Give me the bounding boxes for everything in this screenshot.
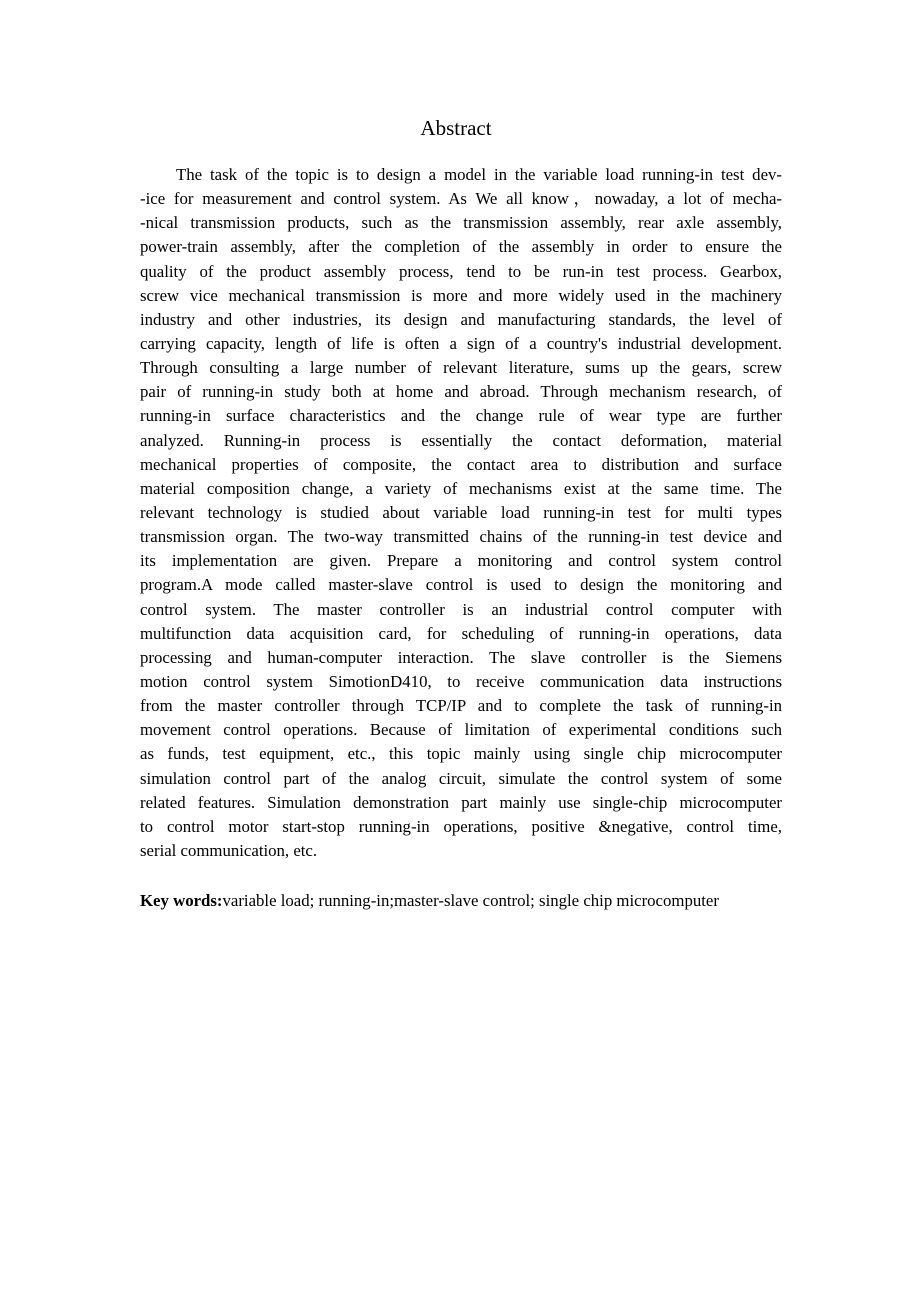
abstract-line: carrying capacity, length of life is often a sign of a country's industrial development. — [140, 333, 782, 353]
abstract-line: transmission organ. The two-way transmitted chains of the running-in test device and — [140, 527, 782, 547]
abstract-line: running-in surface characteristics and the change rule of wear type are further — [140, 406, 782, 426]
abstract-line: program.A mode called master-slave control is used to design the monitoring and — [140, 575, 782, 595]
abstract-line: analyzed. Running-in process is essentially the contact deformation, material — [140, 430, 782, 450]
abstract-line: movement control operations. Because of limitation of experimental conditions such — [140, 720, 782, 740]
abstract-line: from the master controller through TCP/IP and to complete the task of running-in — [140, 696, 782, 716]
keywords-line — [140, 889, 800, 913]
abstract-line: its implementation are given. Prepare a monitoring and control system control — [140, 551, 782, 571]
abstract-line: control system. The master controller is an industrial control computer with — [140, 599, 782, 619]
abstract-line: motion control system SimotionD410, to receive communication data instructions — [140, 671, 782, 691]
abstract-line: -nical transmission products, such as the transmission assembly, rear axle assembly, — [140, 213, 782, 233]
keywords-text: variable load; running-in;master-slave control; single chip microcomputer — [222, 891, 719, 910]
abstract-line: mechanical properties of composite, the contact area to distribution and surface — [140, 454, 782, 474]
abstract-line: power-train assembly, after the completion of the assembly in order to ensure the — [140, 237, 782, 257]
abstract-line: as funds, test equipment, etc., this topic mainly using single chip microcomputer — [140, 744, 782, 764]
abstract-line: Through consulting a large number of relevant literature, sums up the gears, screw — [140, 358, 782, 378]
keywords-label: Key words: — [140, 891, 223, 910]
abstract-line: multifunction data acquisition card, for scheduling of running-in operations, data — [140, 623, 782, 643]
abstract-line: pair of running-in study both at home and abroad. Through mechanism research, of — [140, 382, 782, 402]
abstract-line: material composition change, a variety of mechanisms exist at the same time. The — [140, 478, 782, 498]
abstract-line: simulation control part of the analog circuit, simulate the control system of some — [140, 768, 782, 788]
abstract-title: Abstract — [420, 116, 492, 140]
abstract-body — [140, 163, 782, 863]
abstract-line: industry and other industries, its design and manufacturing standards, the level of — [140, 309, 782, 329]
abstract-line: to control motor start-stop running-in operations, positive &negative, control time, — [140, 816, 782, 836]
abstract-line: processing and human-computer interaction. The slave controller is the Siemens — [140, 647, 782, 667]
abstract-line: related features. Simulation demonstration part mainly use single-chip microcomputer — [140, 792, 782, 812]
abstract-line: -ice for measurement and control system. As We all know，nowaday, a lot of mecha- — [140, 189, 782, 209]
abstract-line: serial communication, etc. — [140, 840, 318, 860]
abstract-line: quality of the product assembly process, tend to be run-in test process. Gearbox, — [140, 261, 782, 281]
abstract-line: screw vice mechanical transmission is more and more widely used in the machinery — [140, 285, 782, 305]
abstract-line: relevant technology is studied about variable load running-in test for multi types — [140, 502, 782, 522]
abstract-line: The task of the topic is to design a model in the variable load running-in test dev- — [176, 165, 782, 184]
